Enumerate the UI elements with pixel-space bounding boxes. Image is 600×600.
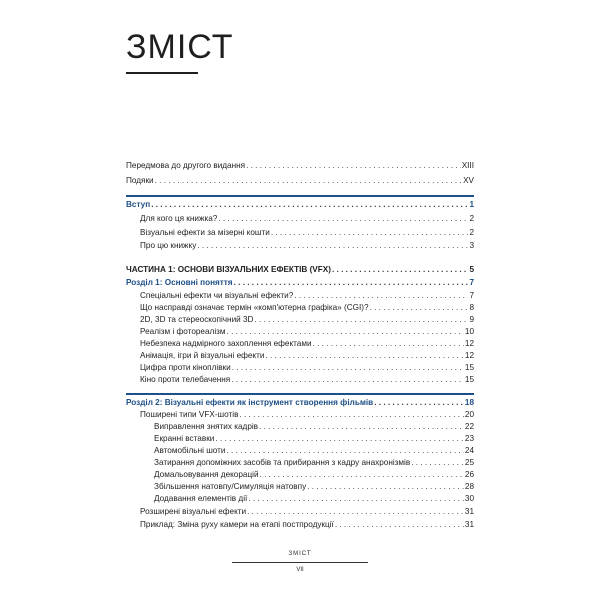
toc-entry[interactable] xyxy=(140,214,474,225)
toc-entry-label: ЧАСТИНА 1: ОСНОВИ ВІЗУАЛЬНИХ ЕФЕКТІВ (VFX) xyxy=(126,265,331,274)
toc-entry-page: XIII xyxy=(461,161,474,170)
toc-entry[interactable] xyxy=(154,494,474,505)
toc-entry-label: Передмова до другого видання xyxy=(126,161,246,170)
toc-entry-label: Вступ xyxy=(126,200,151,209)
leader-dots xyxy=(332,265,468,274)
toc-entry-page: 8 xyxy=(469,303,474,312)
toc-entry[interactable] xyxy=(140,315,474,326)
toc-entry-page: 9 xyxy=(469,315,474,324)
toc-entry-label: Для кого ця книжка? xyxy=(140,214,218,223)
leader-dots xyxy=(246,161,461,170)
leader-dots xyxy=(370,303,469,312)
toc-entry[interactable] xyxy=(140,351,474,362)
toc-part-entry[interactable] xyxy=(126,265,474,276)
leader-dots xyxy=(259,422,464,431)
toc-entry-label: Цифра проти кіноплівки xyxy=(140,363,231,372)
toc-entry[interactable] xyxy=(154,458,474,469)
toc-entry-page: 15 xyxy=(464,363,474,372)
title-underline xyxy=(126,72,198,74)
toc-entry-page: 12 xyxy=(464,351,474,360)
leader-dots xyxy=(239,410,463,419)
toc-entry-label: Екранні вставки xyxy=(154,434,215,443)
toc-entry-label: Автомобільні шоти xyxy=(154,446,226,455)
footer-rule xyxy=(232,562,368,563)
toc-entry-label: Небезпека надмірного захоплення ефектами xyxy=(140,339,312,348)
toc-entry[interactable] xyxy=(140,291,474,302)
leader-dots xyxy=(260,470,464,479)
toc-entry[interactable] xyxy=(140,520,474,531)
toc-entry[interactable] xyxy=(126,161,474,172)
leader-dots xyxy=(231,375,464,384)
toc-entry-page: 2 xyxy=(469,228,474,237)
toc-entry[interactable] xyxy=(140,410,474,421)
toc-entry-label: Виправлення знятих кадрів xyxy=(154,422,259,431)
leader-dots xyxy=(151,200,468,209)
toc-entry[interactable] xyxy=(140,228,474,239)
leader-dots xyxy=(411,458,464,467)
toc-entry-label: Подяки xyxy=(126,176,154,185)
toc-entry-page: 25 xyxy=(464,458,474,467)
leader-dots xyxy=(227,327,464,336)
leader-dots xyxy=(254,315,468,324)
leader-dots xyxy=(197,241,468,250)
leader-dots xyxy=(307,482,464,491)
toc-entry-page: 3 xyxy=(469,241,474,250)
toc-entry[interactable] xyxy=(154,470,474,481)
toc-entry-page: 5 xyxy=(469,265,474,274)
toc-entry-label: Затирання допоміжних засобів та прибирання з кадру анахронізмів xyxy=(154,458,411,467)
section-divider xyxy=(126,195,474,197)
leader-dots xyxy=(335,520,464,529)
leader-dots xyxy=(374,398,464,407)
toc-entry-page: 12 xyxy=(464,339,474,348)
toc-entry-page: 28 xyxy=(464,482,474,491)
toc-entry[interactable] xyxy=(140,375,474,386)
toc-entry-label: Розділ 2: Візуальні ефекти як інструмент створення фільмів xyxy=(126,398,374,407)
leader-dots xyxy=(294,291,468,300)
leader-dots xyxy=(218,214,468,223)
toc-entry-label: Додавання елементів дії xyxy=(154,494,248,503)
toc-entry-label: 2D, 3D та стереоскопічний 3D xyxy=(140,315,254,324)
toc-entry[interactable] xyxy=(140,339,474,350)
leader-dots xyxy=(215,434,464,443)
toc-entry[interactable] xyxy=(140,363,474,374)
toc-entry-page: 22 xyxy=(464,422,474,431)
toc-entry-label: Візуальні ефекти за мізерні кошти xyxy=(140,228,270,237)
page-number: VII xyxy=(296,567,304,573)
toc-entry[interactable] xyxy=(140,507,474,518)
toc-entry-page: 30 xyxy=(464,494,474,503)
toc-entry-page: 31 xyxy=(464,520,474,529)
toc-entry[interactable] xyxy=(140,241,474,252)
toc-entry-page: 20 xyxy=(464,410,474,419)
toc-entry-page: 24 xyxy=(464,446,474,455)
toc-entry-page: 26 xyxy=(464,470,474,479)
page-title: ЗМІСТ xyxy=(126,28,234,66)
toc-entry-label: Приклад: Зміна руху камери на етапі постпродукції xyxy=(140,520,334,529)
toc-entry[interactable] xyxy=(140,303,474,314)
toc-entry-label: Збільшення натовпу/Симуляція натовпу xyxy=(154,482,307,491)
leader-dots xyxy=(232,363,464,372)
toc-entry-label: Кіно проти телебачення xyxy=(140,375,231,384)
toc-entry[interactable] xyxy=(126,176,474,187)
toc-entry-page: XV xyxy=(463,176,474,185)
toc-entry[interactable] xyxy=(154,482,474,493)
leader-dots xyxy=(247,507,464,516)
leader-dots xyxy=(155,176,462,185)
running-footer-title: ЗМІСТ xyxy=(288,551,312,557)
toc-entry-page: 7 xyxy=(469,291,474,300)
leader-dots xyxy=(226,446,463,455)
leader-dots xyxy=(313,339,464,348)
toc-entry-label: Реалізм і фотореалізм xyxy=(140,327,226,336)
toc-entry-page: 23 xyxy=(464,434,474,443)
toc-entry[interactable] xyxy=(140,327,474,338)
leader-dots xyxy=(248,494,464,503)
toc-entry-page: 7 xyxy=(469,278,474,287)
toc-entry-label: Розділ 1: Основні поняття xyxy=(126,278,233,287)
toc-entry-label: Про цю книжку xyxy=(140,241,197,250)
toc-chapter-entry[interactable] xyxy=(126,278,474,289)
toc-chapter-entry[interactable] xyxy=(126,398,474,409)
leader-dots xyxy=(265,351,463,360)
toc-entry-label: Домальовування декорацій xyxy=(154,470,259,479)
section-divider xyxy=(126,393,474,395)
toc-entry-page: 1 xyxy=(469,200,474,209)
toc-entry-page: 18 xyxy=(464,398,474,407)
toc-entry-label: Спеціальні ефекти чи візуальні ефекти? xyxy=(140,291,294,300)
leader-dots xyxy=(234,278,469,287)
toc-entry-page: 31 xyxy=(464,507,474,516)
toc-entry-label: Поширені типи VFX-шотів xyxy=(140,410,239,419)
toc-entry-label: Анімація, ігри й візуальні ефекти xyxy=(140,351,265,360)
toc-entry[interactable] xyxy=(154,434,474,445)
toc-entry-page: 15 xyxy=(464,375,474,384)
toc-entry-label: Розширені візуальні ефекти xyxy=(140,507,247,516)
toc-entry[interactable] xyxy=(154,422,474,433)
toc-section-entry[interactable] xyxy=(126,200,474,211)
toc-entry-page: 10 xyxy=(464,327,474,336)
toc-entry-page: 2 xyxy=(469,214,474,223)
leader-dots xyxy=(271,228,469,237)
toc-entry-label: Що насправді означає термін «комп'ютерна графіка» (CGI)? xyxy=(140,303,369,312)
toc-entry[interactable] xyxy=(154,446,474,457)
